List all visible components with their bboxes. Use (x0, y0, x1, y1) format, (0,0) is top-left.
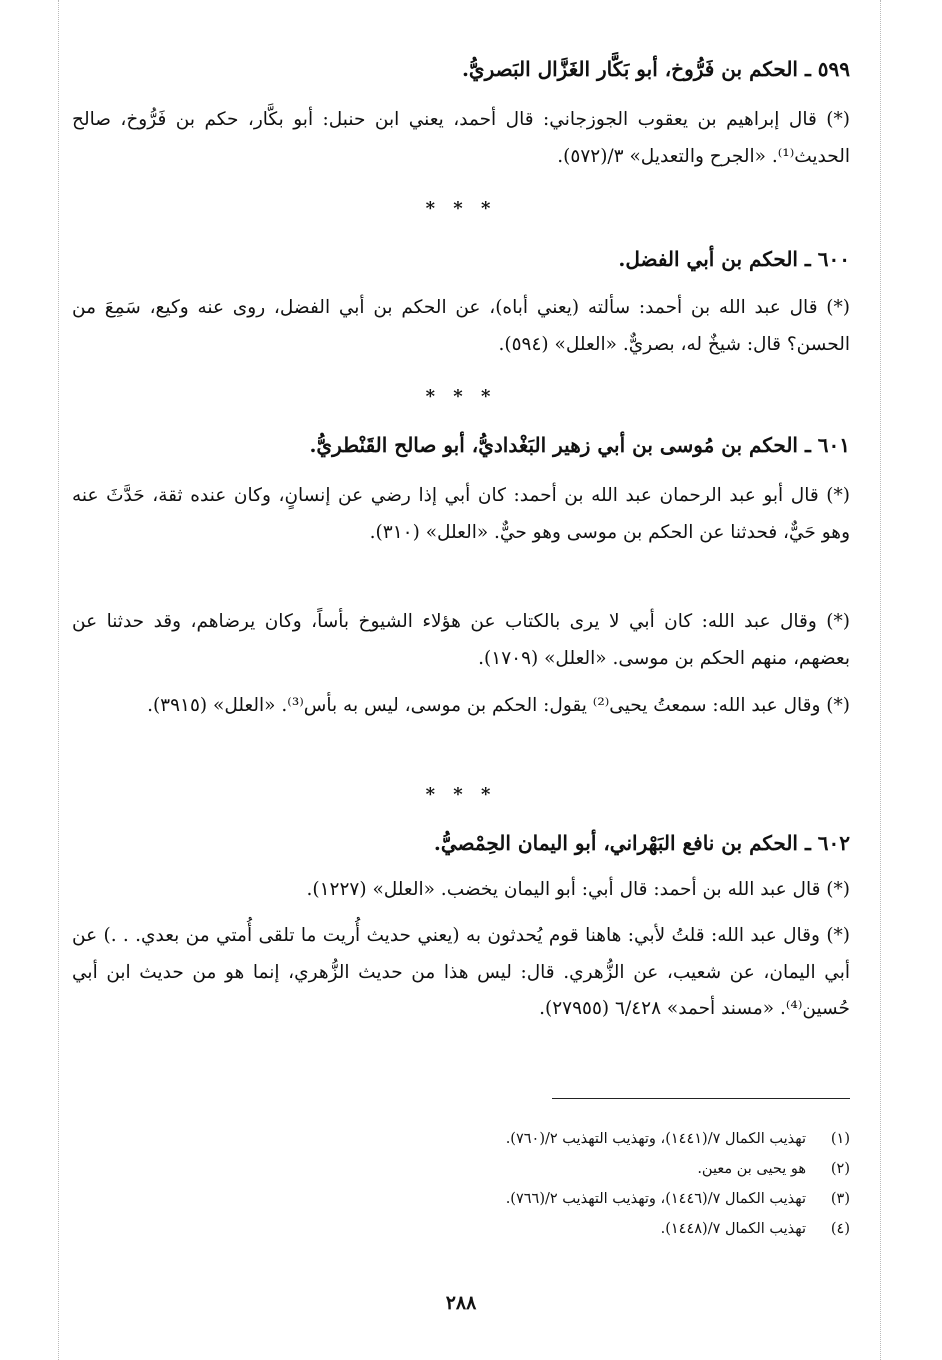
entry-602-paragraph-1: (*) قال عبد الله بن أحمد: قال أبي: أبو اليمان يخضب. «العلل» (١٢٢٧). (306, 879, 850, 900)
entry-title-602: ٦٠٢ ـ الحكم بن نافع البَهْراني، أبو اليمان الحِمْصيُّ. (433, 831, 850, 855)
entry-602-paragraph-2: (*) وقال عبد الله: قلتُ لأبي: هاهنا قوم يُحدثون به (يعني حديث أُريت ما تلقى أُمتي من بعدي. . .) عن أبي اليمان، عن شعيب، عن الزُّهري. قال: ليس هذا من حديث الزُّهري، إنما هو من حديث ابن أبي حُسين⁽⁴⁾. «مسند أحمد» ٦/٤٢٨ (٢٧٩٥٥). (72, 925, 850, 1019)
entry-title-599: ٥٩٩ ـ الحكم بن فَرُّوخ، أبو بَكَّار الغَزَّال البَصريُّ. (461, 57, 850, 81)
footnote-text: تهذيب الكمال ٧/(١٤٤٦)، وتهذيب التهذيب ٢/(٧٦٦). (505, 1191, 806, 1207)
footnote-separator-line (552, 1098, 850, 1099)
entry-601-paragraph-1: (*) قال أبو عبد الرحمان عبد الله بن أحمد: كان أبي إذا رضي عن إنسانٍ، وكان عنده ثقة، حَدَّثَ عنه وهو حَيٌّ، فحدثنا عن الحكم بن موسى وهو حيٌّ. «العلل» (٣١٠). (72, 485, 850, 543)
footnote-1 (72, 1124, 850, 1154)
entry-title-601: ٦٠١ ـ الحكم بن مُوسى بن أبي زهير البَغْداديُّ، أبو صالح القَنْطريُّ. (309, 433, 850, 457)
footnote-2 (72, 1154, 850, 1184)
entry-601-paragraph-2: (*) وقال عبد الله: كان أبي لا يرى بالكتاب عن هؤلاء الشيوخ بأساً، وكان يرضاهم، وقد حدثنا عن بعضهم، منهم الحكم بن موسى. «العلل» (١٧٠٩). (72, 611, 850, 669)
document-page (72, 0, 850, 1360)
entry-599-paragraph-1: (*) قال إبراهيم بن يعقوب الجوزجاني: قال أحمد، يعني ابن حنبل: أبو بكَّار، حكم بن فَرُّوخ، صالح الحديث⁽¹⁾. «الجرح والتعديل» ٣/(٥٧٢). (72, 109, 850, 167)
section-separator-1: * * * (425, 198, 497, 219)
footnote-3 (72, 1184, 850, 1214)
margin-guide-right (880, 0, 881, 1360)
page-number: ٢٨٨ (445, 1292, 477, 1314)
footnote-text: هو يحيى بن معين. (697, 1161, 806, 1177)
margin-guide-left (58, 0, 59, 1360)
footnote-number: (٣) (830, 1191, 850, 1207)
footnote-number: (٢) (830, 1161, 850, 1177)
section-separator-2: * * * (425, 386, 497, 407)
footnote-text: تهذيب الكمال ٧/(١٤٤٨). (660, 1221, 806, 1237)
footnote-number: (٤) (830, 1221, 850, 1237)
footnote-4 (72, 1214, 850, 1244)
entry-600-paragraph-1: (*) قال عبد الله بن أحمد: سألته (يعني أباه)، عن الحكم بن أبي الفضل، روى عنه وكيع، سَمِعَ من الحسن؟ قال: شيخٌ له، بصريٌّ. «العلل» (٥٩٤). (72, 297, 850, 355)
section-separator-3: * * * (425, 784, 497, 805)
footnote-number: (١) (830, 1131, 850, 1147)
footnote-text: تهذيب الكمال ٧/(١٤٤١)، وتهذيب التهذيب ٢/(٧٦٠). (505, 1131, 806, 1147)
entry-601-paragraph-3: (*) وقال عبد الله: سمعتُ يحيى⁽²⁾ يقول: الحكم بن موسى، ليس به بأس⁽³⁾. «العلل» (٣٩١٥). (147, 695, 850, 716)
entry-title-600: ٦٠٠ ـ الحكم بن أبي الفضل. (618, 247, 850, 271)
